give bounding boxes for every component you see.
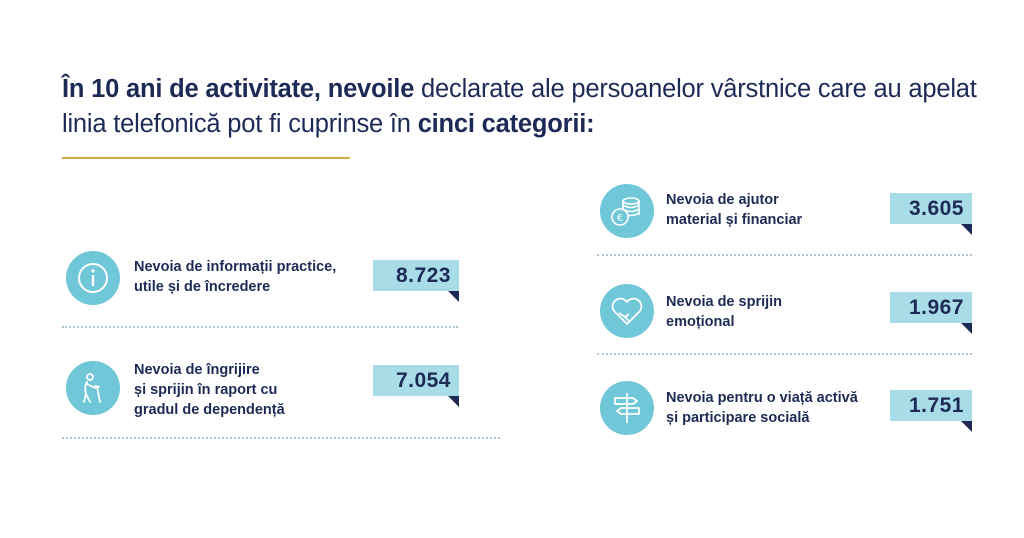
divider [597,254,972,256]
value-emotional: 1.967 [890,292,972,323]
category-label-material [666,190,802,230]
headline [62,72,1002,142]
signpost-icon [600,381,654,435]
label-line: Nevoia de informații practice, [134,259,337,275]
info-icon [66,251,120,305]
label-line: Nevoia de sprijin [666,294,783,310]
headline-colon: : [586,110,595,138]
coins-icon [600,184,654,238]
label-line: material și financiar [666,212,803,228]
value-tail [961,224,972,235]
value-care: 7.054 [373,365,459,396]
divider [62,326,458,328]
headline-bold-1: În 10 ani de activitate [62,75,314,103]
value-tail [448,291,459,302]
svg-text:€: € [616,213,624,224]
value-tail [448,396,459,407]
value-tail [961,421,972,432]
headline-underline [62,157,350,159]
value-tail [961,323,972,334]
category-label-care [134,360,285,420]
divider [597,353,972,355]
label-line: și participare socială [666,410,810,426]
label-line: utile și de încredere [134,279,271,295]
value-active-life: 1.751 [890,390,972,421]
value-material: 3.605 [890,193,972,224]
headline-bold-2: nevoile [327,75,415,103]
category-label-emotional [666,292,782,332]
category-label-active-life [666,388,858,428]
label-line: gradul de dependență [134,402,285,418]
heart-hands-icon [600,284,654,338]
label-line: Nevoia pentru o viață activă [666,390,858,406]
category-label-information [134,257,336,297]
headline-text-1: declarate ale persoanelor vârstnice care au apelat linia telefonică pot fi cuprinse în [62,75,977,138]
label-line: Nevoia de îngrijire [134,362,260,378]
value-information: 8.723 [373,260,459,291]
elderly-person-icon [66,361,120,415]
divider [62,437,500,439]
label-line: emoțional [666,314,735,330]
headline-sep: , [313,75,328,103]
label-line: și sprijin în raport cu [134,382,278,398]
headline-bold-3: cinci categorii [417,110,587,138]
label-line: Nevoia de ajutor [666,192,779,208]
